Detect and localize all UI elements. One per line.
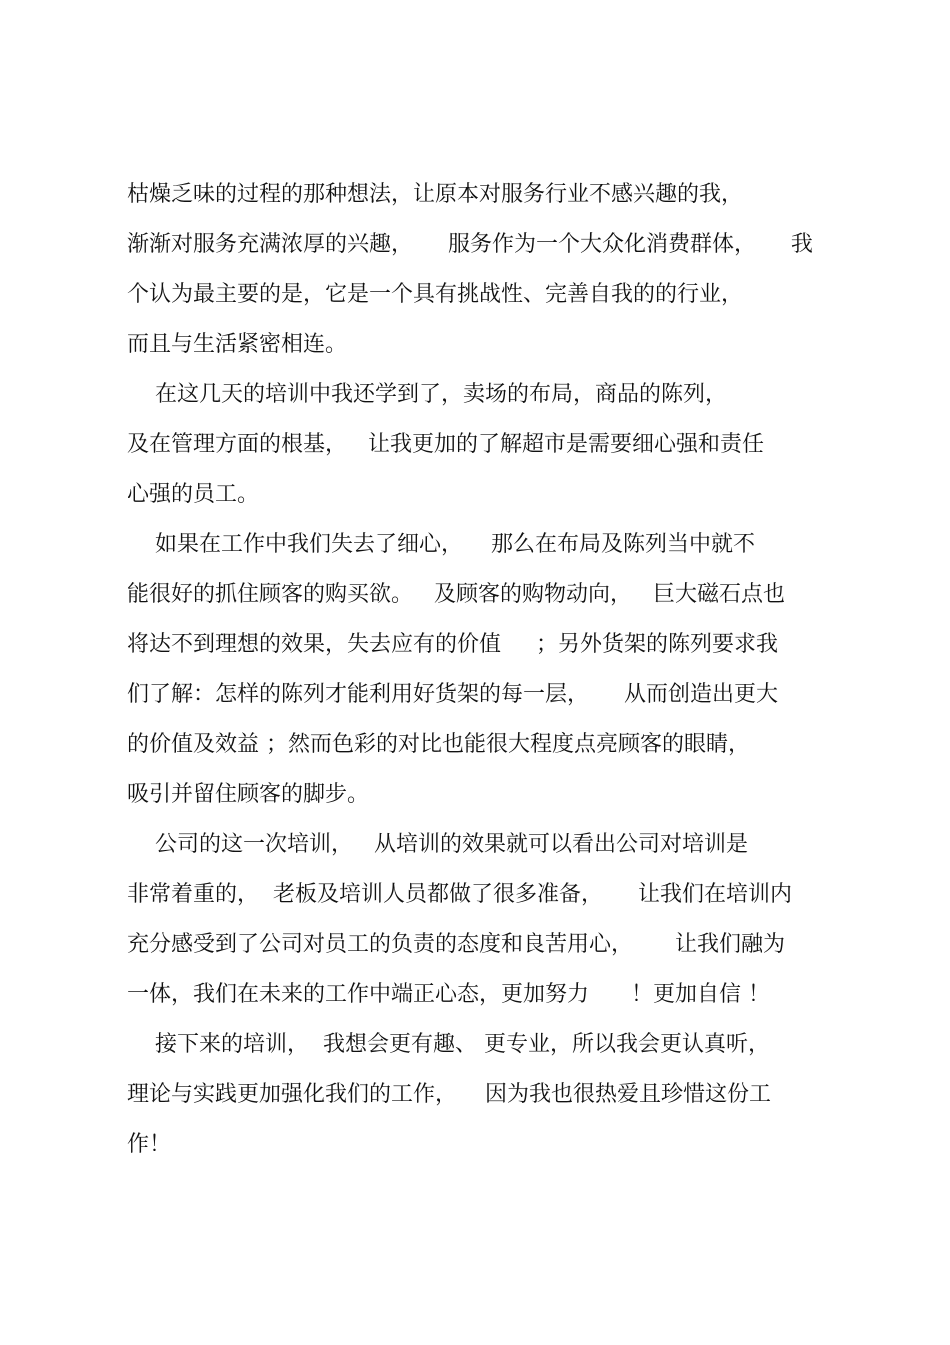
text-line: 渐渐对服务充满浓厚的兴趣， 服务作为一个大众化消费群体， 我 — [127, 232, 813, 257]
text-line: 充分感受到了公司对员工的负责的态度和良苦用心， 让我们融为 — [127, 932, 785, 957]
text-line: 在这几天的培训中我还学到了，卖场的布局，商品的陈列， — [127, 382, 727, 407]
text-line: 一体，我们在未来的工作中端正心态，更加努力 ！更加自信 ！ — [127, 982, 770, 1007]
text-line: 们了解：怎样的陈列才能利用好货架的每一层， 从而创造出更大 — [127, 682, 778, 707]
text-line: 非常着重的， 老板及培训人员都做了很多准备， 让我们在培训内 — [127, 882, 792, 907]
text-line: 心强的员工。 — [127, 482, 260, 507]
text-line: 及在管理方面的根基， 让我更加的了解超市是需要细心强和责任 — [127, 432, 764, 457]
text-line: 能很好的抓住顾客的购买欲。 及顾客的购物动向， 巨大磁石点也 — [127, 582, 785, 607]
text-line: 将达不到理想的效果，失去应有的价值 ；另外货架的陈列要求我 — [127, 632, 778, 657]
text-line: 吸引并留住顾客的脚步。 — [127, 782, 370, 807]
text-line: 个认为最主要的是，它是一个具有挑战性、完善自我的的行业， — [127, 282, 744, 307]
text-line: 枯燥乏味的过程的那种想法，让原本对服务行业不感兴趣的我， — [127, 182, 744, 207]
text-line: 理论与实践更加强化我们的工作， 因为我也很热爱且珍惜这份工 — [127, 1082, 771, 1107]
text-line: 如果在工作中我们失去了细心， 那么在布局及陈列当中就不 — [127, 532, 755, 557]
text-line: 公司的这一次培训， 从培训的效果就可以看出公司对培训是 — [127, 832, 748, 857]
text-line: 而且与生活紧密相连。 — [127, 332, 348, 357]
text-line: 接下来的培训， 我想会更有趣、 更专业，所以我会更认真听， — [127, 1032, 770, 1057]
text-line: 作！ — [127, 1132, 172, 1157]
text-line: 的价值及效益 ；然而色彩的对比也能很大程度点亮顾客的眼睛， — [127, 732, 750, 757]
